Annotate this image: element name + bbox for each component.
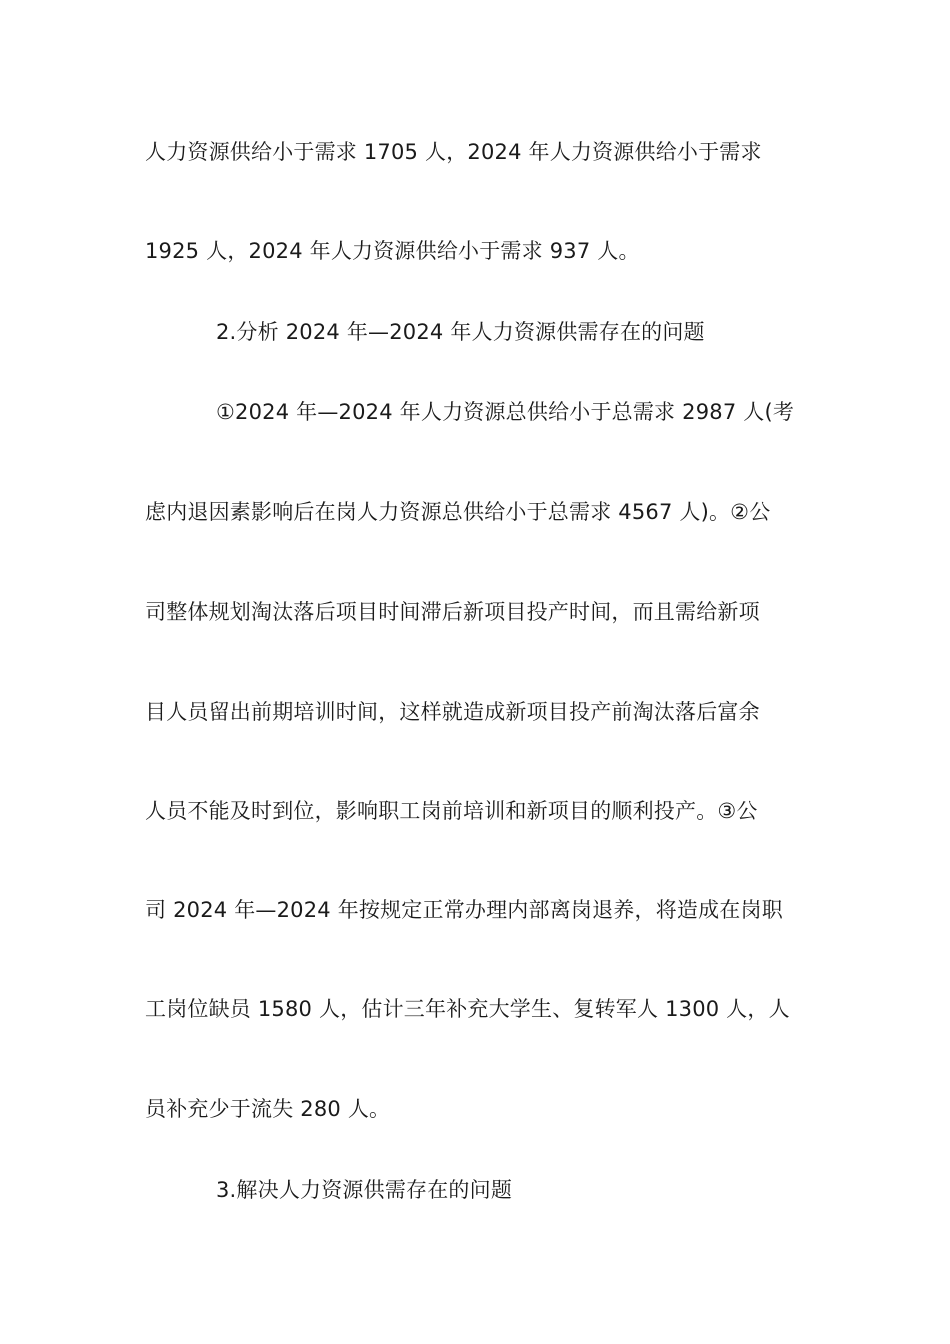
paragraph-line: 目人员留出前期培训时间，这样就造成新项目投产前淘汰落后富余 bbox=[145, 700, 760, 724]
paragraph-line: 员补充少于流失 280 人。 bbox=[145, 1097, 391, 1121]
section-heading: 2.分析 2024 年—2024 年人力资源供需存在的问题 bbox=[216, 320, 705, 344]
paragraph-line: 司 2024 年—2024 年按规定正常办理内部离岗退养，将造成在岗职 bbox=[145, 898, 783, 922]
section-heading: 3.解决人力资源供需存在的问题 bbox=[216, 1178, 513, 1202]
paragraph-line: 1925 人，2024 年人力资源供给小于需求 937 人。 bbox=[145, 239, 640, 263]
paragraph-line: 人力资源供给小于需求 1705 人，2024 年人力资源供给小于需求 bbox=[145, 140, 762, 164]
paragraph-line: 虑内退因素影响后在岗人力资源总供给小于总需求 4567 人)。②公 bbox=[145, 500, 771, 524]
paragraph-line: 人员不能及时到位，影响职工岗前培训和新项目的顺利投产。③公 bbox=[145, 799, 758, 823]
paragraph-line: 工岗位缺员 1580 人，估计三年补充大学生、复转军人 1300 人，人 bbox=[145, 997, 790, 1021]
paragraph-line: ①2024 年—2024 年人力资源总供给小于总需求 2987 人(考 bbox=[216, 400, 795, 424]
paragraph-line: 司整体规划淘汰落后项目时间滞后新项目投产时间，而且需给新项 bbox=[145, 600, 760, 624]
